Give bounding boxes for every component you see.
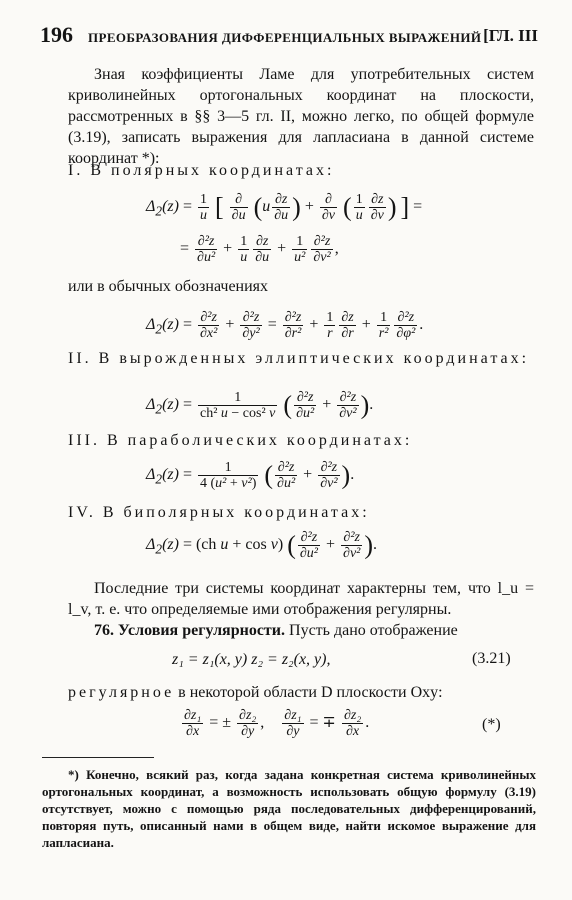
page-header xyxy=(40,22,538,48)
chapter-label: [ГЛ. III xyxy=(483,26,538,45)
footnote-divider xyxy=(42,757,154,758)
polar-laplacian-line2: = $\frac{\text{∂²z}}{\text{∂u²}}$ + $\frac{1}{u}$ $\frac{\partial z}{\partial u}$ + $\frac{1}{\text{u²}}$ $\frac{\text{∂²z}}{\text{∂v²}}$ , xyxy=(180,234,339,265)
bipolar-laplacian: $\Delta_2(z) = (ch$ u + cos v) ( $\frac{\text{∂²z}}{\text{∂u²}}$ + $\frac{\text{∂²z}}{\text{∂v²}}$ ). xyxy=(146,530,378,561)
running-title: ПРЕОБРАЗОВАНИЯ ДИФФЕРЕНЦИАЛЬНЫХ ВЫРАЖЕНИЙ xyxy=(88,30,482,45)
closing-paragraph: Последние три системы координат характерны тем, что l_u = l_v, т. е. что определяемые ими отображения регулярны. xyxy=(68,580,534,618)
system-bipolar-label: IV. В биполярных координатах: xyxy=(68,504,370,521)
equation-number-star: (*) xyxy=(482,716,501,733)
page-number: 196 xyxy=(40,22,73,47)
regular-word: регулярное xyxy=(68,684,175,701)
section-number: 76. xyxy=(94,622,114,639)
system-parabolic-label: III. В параболических координатах: xyxy=(68,432,413,449)
section-title: Условия регулярности. xyxy=(118,622,286,639)
section-76 xyxy=(68,620,534,641)
regular-domain-text xyxy=(68,682,534,703)
system-polar-label: I. В полярных координатах: xyxy=(68,162,335,179)
polar-standard-notation: $\Delta_2(z)$ = $\frac{\text{∂²z}}{\text{∂x²}}$ + $\frac{\text{∂²z}}{\text{∂y²}}$ = $\frac{\text{∂²z}}{\text{∂r²}}$ + $\frac{1}{r}$ $\frac{\partial z}{\partial r}$ + $\frac{1}{\text{r²}}$ $\frac{\text{∂²z}}{\text{∂φ²}}$ . xyxy=(146,310,424,341)
between-text: или в обычных обозначениях xyxy=(68,278,269,295)
parabolic-laplacian: $\Delta_2(z)$ = $\frac{1}{\text{4 (u² + v²)}}$ ( $\frac{\text{∂²z}}{\text{∂u²}}$ + $\frac{\text{∂²z}}{\text{∂v²}}$ ). xyxy=(146,460,355,491)
polar-laplacian-line1: $\Delta_2(z)$ = $\frac{1}{u}$ [ $\frac{\partial}{\partial u}$ (u $\frac{\partial z}{\partial u}$ ) + $\frac{\partial}{\partial v}$ ( $\frac{1}{u}$ $\frac{\partial z}{\partial v}$ ) ] = xyxy=(146,192,423,223)
regularity-conditions: $\frac{\text{∂z₁}}{\partial x}$ = ± $\frac{\text{∂z₂}}{\partial y}$ , $\frac{\text{∂z₁}}{\partial y}$ = ∓ $\frac{\text{∂z₂}}{\partial x}$ . xyxy=(184,708,370,739)
equation-number-3-21: (3.21) xyxy=(472,650,511,667)
mapping-equation: z₁ = z₁(x, y) z₂ = z₂(x, y), xyxy=(172,651,331,668)
footnote: *) Конечно, всякий раз, когда задана конкретная система криволинейных ортогональных координат, а возможность использовать общую формулу (3.19) отсутствует, можно с помощью ряда последовательных дифференцирований, повторяя путь, описанный нами в общем виде, найти искомое выражение для лапласиана. xyxy=(42,767,536,850)
section-lead: Пусть дано отображение xyxy=(289,622,458,639)
elliptic-laplacian: $\Delta_2(z)$ = $\frac{1}{\text{ch² u − cos² v}}$ ( $\frac{\text{∂²z}}{\text{∂u²}}$ + $\frac{\text{∂²z}}{\text{∂v²}}$ ). xyxy=(146,390,374,421)
system-elliptic-label: II. В вырожденных эллиптических координатах: xyxy=(68,350,530,367)
regular-rest: в некоторой области D плоскости Oxy: xyxy=(178,684,443,701)
intro-paragraph: Зная коэффициенты Ламе для употребительных систем криволинейных ортогональных координат на плоскости, рассмотренных в §§ 3—5 гл. II, можно легко, по общей формуле (3.19), записать выражения для лапласиана в данной системе координат *): xyxy=(68,66,534,167)
